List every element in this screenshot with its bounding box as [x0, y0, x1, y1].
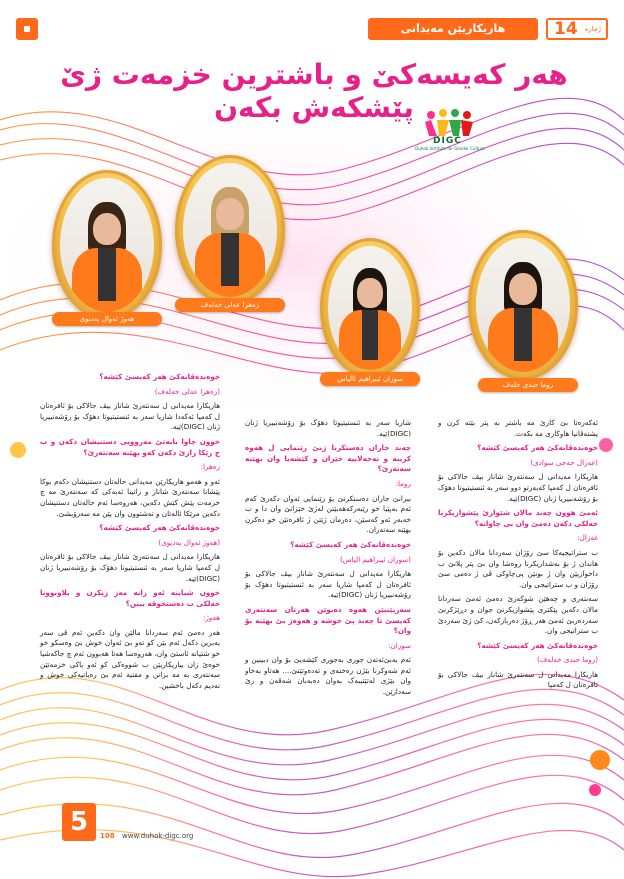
photo-caption: روما جندی خلەف	[478, 378, 578, 392]
footer-page-number: 5	[62, 803, 96, 841]
header-square-icon	[16, 18, 38, 40]
photo-caption: سوزان ئیبراهیم ئالیاس	[320, 372, 420, 386]
speaker-name: روما:	[395, 478, 411, 488]
answer-text: هاریکارا مەیدانی ل سەنتەرێ شاناز بیڤ جالاکی بۆ ئافرەتان ل کەمپا شاریا سەر بە ئنستیتیوتا دهۆک بۆ رۆشەنبیریا ژنان (DIGC)ێیە.	[40, 552, 220, 583]
answer-text: ئەکەرەتا بێ کارێ مە باشتر بە پتر بێتە کرن و پشتەڤانیا هاوکاری مە بکەت.	[438, 418, 598, 438]
logo-tagline: Duhok Institute for Gender Culture	[415, 146, 485, 151]
portrait-photo	[468, 230, 578, 380]
question-heading: چەند جاران دەستکرنا ژنێ رێنمایی ل هەوە کرینە و تەحەلاییە خێزان و کێشەیا وان بهێنە سەتەرێ؟	[245, 443, 411, 474]
page-label: ژمارە	[584, 25, 601, 33]
question-heading: خوەندەڤانەکێ هەر کەیسێ کێشە؟	[290, 539, 411, 549]
speaker-name: (زەهرا عەلی خەلەف)	[154, 386, 220, 396]
photo-caption: زەهرا عەلی خەلەف	[175, 298, 285, 312]
logo-name: DIGC	[433, 136, 462, 146]
question-heading: خوون شیاینە ئەو زانە مەژ ژیکرن و بلاوبوونا خەلکی ب دەستخوڤە بینن؟	[40, 588, 220, 608]
speaker-name: زەهرا:	[200, 462, 220, 472]
speaker-name: (هەوژ ئەوال بەدیوی)	[158, 537, 220, 547]
question-heading: خوەندەڤانەکێ هەر کەیسێ کێشە؟	[99, 372, 220, 381]
page-number: 14	[554, 19, 578, 39]
footer-url: www.duhok-digc.org	[122, 832, 194, 840]
answer-text: هاریکارا مەیدانی ل سەنتەرێ شاناز بیڤ جالاکی بۆ ئافرەتان ل کەمپا	[438, 669, 598, 690]
headline: هەر کەیسەکێ و باشترین خزمەت ژێ پێشکەش بکەن	[60, 58, 568, 124]
speaker-name: (روما جندی خەلەف)	[537, 655, 598, 665]
question-heading: خوون چاوا بابەتێ مەروویی دستنیشان دکەن و ب ج رێکا رازێ دکەن کەو بهێنە سەنتەرێ؟	[40, 436, 220, 457]
answer-text: ئەو و هەمو هاریکارێن مەیدانی حالەتان دستنیشان دکەم بوکا پێشانا سەنتەرێ شاناز و راتینا ئەبەکی کە سەنتەرێ مە چ خزمەت پێش کێش دکەین، هەروەسا ئەم حالەتان دستنیشان دکەین مرێکا ئالەتان و تەشتوون وان یێن مە سەرۆیشێ.	[40, 476, 220, 518]
answer-text: ببرانێ جاران دەستکرنێ بۆ رێنمایی ئەوان دکەرێ کەم ئەم بەپێیا خو رێبەرکەهەبێتن لەژێ خێزانێ وان دا و ب خەبەر ئەو کەسێن، دەرمان ژێتن ژ ئافرەتێن خو دەکرن بهێنە سەتەران.	[245, 493, 411, 535]
speaker-name: سوزان:	[388, 640, 411, 650]
photo-caption: هەوژ ئەوال بەدیوی	[52, 312, 162, 326]
portrait-photo	[320, 238, 420, 378]
article-column-right	[438, 418, 598, 830]
answer-text: ئەم بەبێ‌ئەتەن جوری بەجوری کێشەیێ بۆ وان دبینین و ئەم شەوکرنا بێژن رەخنەی و تەدەوتێنێ.... هەتاو بەخاو وان بێژی لەتێتیبەک بەوان دەبەبان شەڤەن و رێ سەدازێن.	[245, 655, 411, 697]
answer-text: سەنتەری و چەهێن شوکەزێ دەمێ ئەمێ سەردانا مالان دکەین پێکتری پێشوازیکرنێ جوان و دڕێژکرنێ سەردەربێ ئەمێ هەر ڕۆژ دەربازکەن، کێ ژێ سەردێ ب ستراتیجی وان.	[438, 594, 598, 636]
article-column-left	[40, 372, 220, 797]
digc-logo	[405, 108, 495, 154]
portrait-photo	[175, 155, 285, 305]
section-header	[16, 18, 608, 40]
speaker-name: (سوزان ئیبراهیم الیاس)	[339, 554, 411, 564]
question-heading: خوەندەڤانەکێ هەر کەیسێ کێشە؟	[477, 443, 598, 453]
answer-text: هاریکارا مەیدانی ل سەنتەرێ شاناز بیڤ جالاکی بۆ ئافرەتان ل کەمپا کەبەرتو دوو سەر بە ئنستیتیوتا دهۆک بۆ رۆشەنبیریا ژنان (DIGC)ێیە.	[438, 472, 598, 503]
speaker-name: غەزال:	[577, 533, 598, 543]
answer-text: هەر دەمێ ئەم سەردانا مالێن وان دکەین ئەم ڤی سەر بەبرین دکەل ئەم بێن کو تەو بێ ئەوان خوش بێ وەسکو خو خو شتیانە ئاستێ وان، هەروەسا هەتا هەبوون ئەم چ جاکەشیا خوه‌ێ زان بیاریکاریێن ب شووەکی کو ئەو یاکی خزمەتێن سەنتەری بە مە بزانن و مقتیە ئەم بێ رەیاتیەکی خوش و نەدیم دکەل باخشین.	[40, 627, 220, 690]
footer-issue: 108	[100, 832, 115, 840]
question-heading: خوەندەڤانەکێ هەر کەیسێ کێشە؟	[99, 523, 220, 533]
speaker-name: هەوژ:	[202, 613, 220, 623]
question-heading: سەرپێنیێن هەوە دەبوێن هەرتان سەنتەری کەیسێ تا چەند پێ خوشە و هەوەژ بێ بهێنە بۆ وان؟	[245, 604, 411, 636]
section-title: هاریکاریێن مەیدانی	[368, 18, 538, 40]
answer-text: هاریکارا مەیدانی ل سەنتەرێ شاناز بیڤ جالاکی بۆ ئافرەتان ل کەمپا ئەکەدا شاریا سەر بە ئنستیتیوتا دهۆک بۆ رۆشەنبیریا ژنان (DIGC)ێیە.	[40, 401, 220, 432]
portrait-photo	[52, 170, 162, 320]
answer-text: شاریا سەر بە ئنستیتیوتا دهۆک بۆ رۆشەنبیریا ژنان (DIGC)ێیە.	[245, 418, 411, 438]
speaker-name: (غەزال حەجی سوادی)	[530, 457, 598, 467]
answer-text: هاریکارا مەیدانی ل سەنتەرێ شاناز بیڤ جالاکی بۆ ئافرەتان ل کەمپا شاریا سەر بە ئنستیتیوتا دهۆک بۆ رۆشەنبیریا ژنان (DIGC)ێیە.	[245, 569, 411, 600]
page-number-box	[546, 18, 608, 40]
answer-text: ب ستراتیجیەکا سێ رۆژان سەردانا مالان دکەین بۆ هاندان ژ بۆ بەشداریکرنا روەشا وان بێ پتر پلانێ ب داخوازیێن وان ژ بونێن پی‌چاوکی ڤی ژ دەمی سێ رۆژان و ب ستراتیجی وان.	[438, 547, 598, 589]
article-column-middle	[245, 418, 411, 697]
question-heading: ئەمێ هوون چەند مالان شێوازێ پێشوازیکرنا خەلکی دکەن دەمێ وان بی چاوانە؟	[438, 508, 598, 528]
question-heading: خوەندەڤانەکێ هەر کەیسێ کێشە؟	[477, 640, 598, 650]
